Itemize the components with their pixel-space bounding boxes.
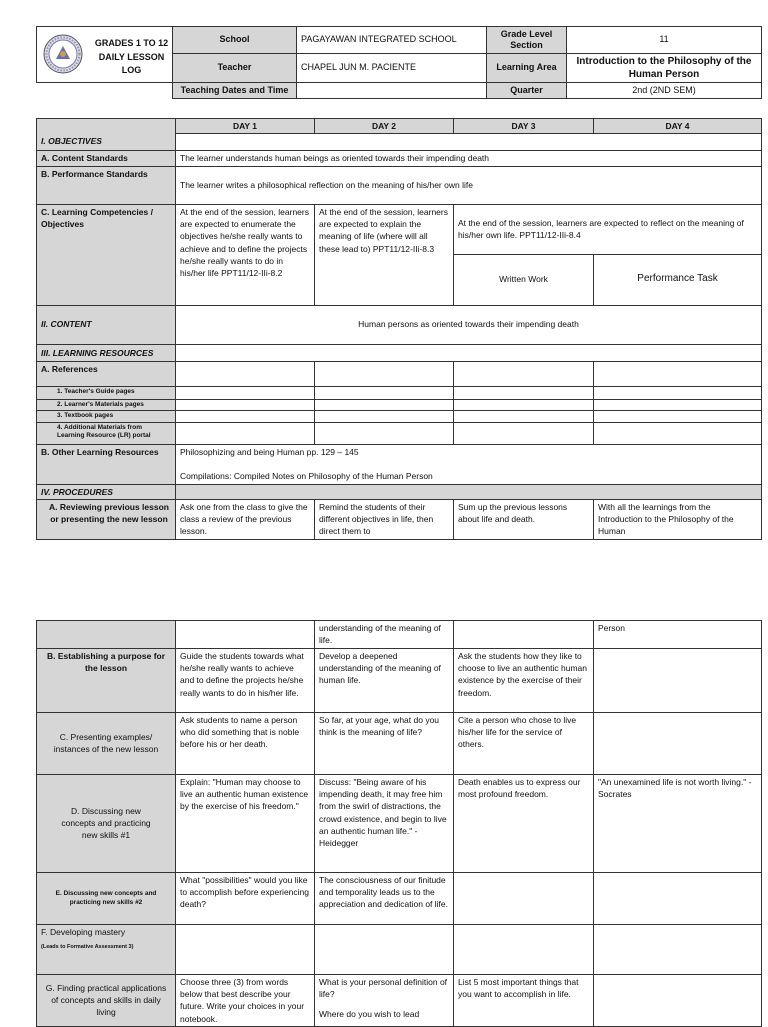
procedure-d-day3: Death enables us to express our most profound freedom. xyxy=(454,774,594,872)
procedure-b-label: B. Establishing a purpose for the lesson xyxy=(37,648,176,712)
procedure-g-label: G. Finding practical applications of concepts and skills in daily living xyxy=(37,974,176,1026)
teacher-label: Teacher xyxy=(173,54,297,83)
lesson-table-page1 xyxy=(36,118,762,540)
quarter-label: Quarter xyxy=(487,83,567,99)
resources-label: III. LEARNING RESOURCES xyxy=(37,344,176,361)
header-table xyxy=(36,26,762,99)
procedure-g-day1: Choose three (3) from words below that best describe your future. Write your choices in your notebook. xyxy=(176,974,315,1026)
content-standards-value: The learner understands human beings as oriented towards their impending death xyxy=(176,151,762,166)
school-label: School xyxy=(173,27,297,54)
procedure-c-label: C. Presenting examples/ instances of the new lesson xyxy=(37,712,176,774)
procedure-d-day4: "An unexamined life is not worth living." -Socrates xyxy=(594,774,762,872)
content-standards-label: A. Content Standards xyxy=(37,151,176,166)
dates-value xyxy=(297,83,487,99)
procedure-f-sub: (Leads to Formative Assessment 3) xyxy=(41,943,134,950)
written-work-label: Written Work xyxy=(454,254,594,305)
other-resources-line2: Compilations: Compiled Notes on Philosophy of the Human Person xyxy=(180,470,433,481)
procedure-e-label: E. Discussing new concepts and practicing new skills #2 xyxy=(37,872,176,924)
learners-materials-label: 2. Learner's Materials pages xyxy=(37,399,176,410)
procedure-g-day2-line2: Where do you wish to lead xyxy=(319,1009,420,1020)
area-value: Introduction to the Philosophy of the Human Person xyxy=(567,54,762,83)
procedure-c-day1: Ask students to name a person who did something that is noble before his or her death. xyxy=(176,712,315,774)
procedure-c-day2: So far, at your age, what do you think is the meaning of life? xyxy=(315,712,454,774)
other-resources-line1: Philosophizing and being Human pp. 129 – 145 xyxy=(180,446,359,457)
day4-header: DAY 4 xyxy=(594,119,762,134)
procedures-label: IV. PROCEDURES xyxy=(37,484,176,499)
content-label: II. CONTENT xyxy=(37,305,176,344)
procedure-f-label: F. Developing mastery xyxy=(41,926,126,937)
deped-seal-icon xyxy=(43,34,83,74)
competencies-day2: At the end of the session, learners are expected to explain the meaning of life (where will all these lead to) PPT11/12-IIi-8.3 xyxy=(315,204,454,305)
grade-value: 11 xyxy=(567,27,762,54)
performance-task-label: Performance Task xyxy=(594,254,762,305)
references-label: A. References xyxy=(37,361,176,386)
school-value: PAGAYAWAN INTEGRATED SCHOOL xyxy=(297,27,487,54)
procedure-b-day1: Guide the students towards what he/she really wants to achieve and to define the projects he/she really wants to do in his/her life. xyxy=(176,648,315,712)
performance-standards-value: The learner writes a philosophical reflection on the meaning of his/her own life xyxy=(176,166,762,204)
textbook-label: 3. Textbook pages xyxy=(37,411,176,422)
procedure-a-day1: Ask one from the class to give the class a review of the previous lesson. xyxy=(176,499,315,539)
dates-label: Teaching Dates and Time xyxy=(173,83,297,99)
logo-cell xyxy=(37,27,173,83)
other-resources-label: B. Other Learning Resources xyxy=(37,444,176,484)
competencies-label: C. Learning Competencies / Objectives xyxy=(37,204,176,305)
cont-day2: understanding of the meaning of life. xyxy=(315,621,454,649)
procedure-d-day2: Discuss: "Being aware of his impending death, it may free him from the swirl of distractions, the crowd existence, and begin to live an authentic human life." - Heidegger xyxy=(315,774,454,872)
procedure-a-day2: Remind the students of their different objectives in life, then direct them to xyxy=(315,499,454,539)
procedure-d-day1: Explain: "Human may choose to live an authentic human existence by the exercise of his freedom." xyxy=(176,774,315,872)
procedure-e-day2: The consciousness of our finitude and temporality leads us to the appreciation and dedication of life. xyxy=(315,872,454,924)
competencies-day3-4: At the end of the session, learners are expected to reflect on the meaning of his/her own life. PPT11/12-IIi-8.4 xyxy=(454,204,762,254)
procedure-f-cell xyxy=(37,924,176,974)
objectives-label: I. OBJECTIVES xyxy=(37,134,176,151)
cont-day4: Person xyxy=(594,621,762,649)
teachers-guide-label: 1. Teacher's Guide pages xyxy=(37,386,176,399)
procedure-d-label: D. Discussing new concepts and practicing new skills #1 xyxy=(37,774,176,872)
procedure-a-label: A. Reviewing previous lesson or presenting the new lesson xyxy=(37,499,176,539)
day2-header: DAY 2 xyxy=(315,119,454,134)
log-title xyxy=(91,37,172,78)
procedure-a-day3: Sum up the previous lessons about life and death. xyxy=(454,499,594,539)
procedure-g-day2 xyxy=(315,974,454,1026)
procedure-g-day3: List 5 most important things that you want to accomplish in life. xyxy=(454,974,594,1026)
procedure-a-day4: With all the learnings from the Introduction to the Philosophy of the Human xyxy=(594,499,762,539)
quarter-value: 2nd (2ND SEM) xyxy=(567,83,762,99)
procedure-b-day2: Develop a deepened understanding of the meaning of human life. xyxy=(315,648,454,712)
competencies-day1: At the end of the session, learners are expected to enumerate the objectives he/she really wants to achieve and to define the projects he/she really wants to do in his/her life PPT11/12-IIi-8.2 xyxy=(176,204,315,305)
procedure-b-day3: Ask the students how they like to choose to live an authentic human existence by the exercise of their freedom. xyxy=(454,648,594,712)
procedure-c-day3: Cite a person who chose to live his/her life for the service of others. xyxy=(454,712,594,774)
grade-label: Grade Level Section xyxy=(487,27,567,54)
area-label: Learning Area xyxy=(487,54,567,83)
day3-header: DAY 3 xyxy=(454,119,594,134)
day1-header: DAY 1 xyxy=(176,119,315,134)
additional-materials-label: 4. Additional Materials from Learning Resource (LR) portal xyxy=(37,422,176,444)
title-line2: DAILY LESSON LOG xyxy=(98,51,165,75)
lesson-table-page2 xyxy=(36,620,762,1027)
content-value: Human persons as oriented towards their impending death xyxy=(176,305,762,344)
other-resources-value xyxy=(176,444,762,484)
performance-standards-label: B. Performance Standards xyxy=(37,166,176,204)
teacher-value: CHAPEL JUN M. PACIENTE xyxy=(297,54,487,83)
title-line1: GRADES 1 TO 12 xyxy=(94,38,169,48)
procedure-e-day1: What "possibilities" would you like to accomplish before experiencing death? xyxy=(176,872,315,924)
procedure-g-day2-line1: What is your personal definition of life? xyxy=(319,976,448,999)
